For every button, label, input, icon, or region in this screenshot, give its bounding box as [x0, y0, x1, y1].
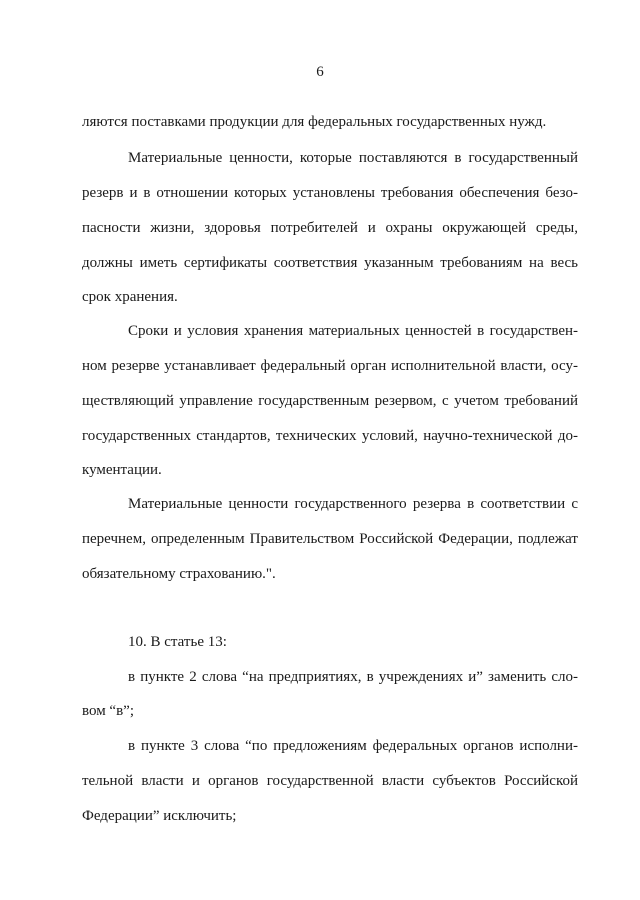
text-line: срок хранения. [82, 289, 178, 305]
text-line: тельной власти и органов государственной власти субъектов Российской [82, 773, 578, 789]
text-line: должны иметь сертификаты соответствия указанным требованиям на весь [82, 255, 578, 271]
text-line: ном резерве устанавливает федеральный орган исполнительной власти, осу- [82, 358, 578, 374]
text-line: вом “в”; [82, 703, 135, 719]
text-line: в пункте 3 слова “по предложениям федеральных органов исполни- [128, 738, 578, 754]
text-line: резерв и в отношении которых установлены требования обеспечения безо- [82, 185, 578, 201]
text-line: ществляющий управление государственным резервом, с учетом требований [82, 393, 578, 409]
text-line: в пункте 2 слова “на предприятиях, в учреждениях и” заменить сло- [128, 669, 578, 685]
text-line: Сроки и условия хранения материальных ценностей в государствен- [128, 323, 578, 339]
text-line: перечнем, определенным Правительством Российской Федерации, подлежат [82, 531, 578, 547]
page-number: 6 [316, 64, 324, 80]
text-line: государственных стандартов, технических условий, научно-технической до- [82, 428, 578, 444]
text-line: Материальные ценности, которые поставляются в государственный [128, 150, 578, 166]
text-line: обязательному страхованию.". [82, 566, 276, 582]
section-heading: 10. В статье 13: [128, 634, 227, 650]
text-line: ляются поставками продукции для федеральных государственных нужд. [82, 114, 547, 130]
text-line: пасности жизни, здоровья потребителей и охраны окружающей среды, [82, 220, 578, 236]
text-line: кументации. [82, 462, 162, 478]
text-line: Материальные ценности государственного резерва в соответствии с [128, 496, 578, 512]
text-line: Федерации” исключить; [82, 808, 237, 824]
